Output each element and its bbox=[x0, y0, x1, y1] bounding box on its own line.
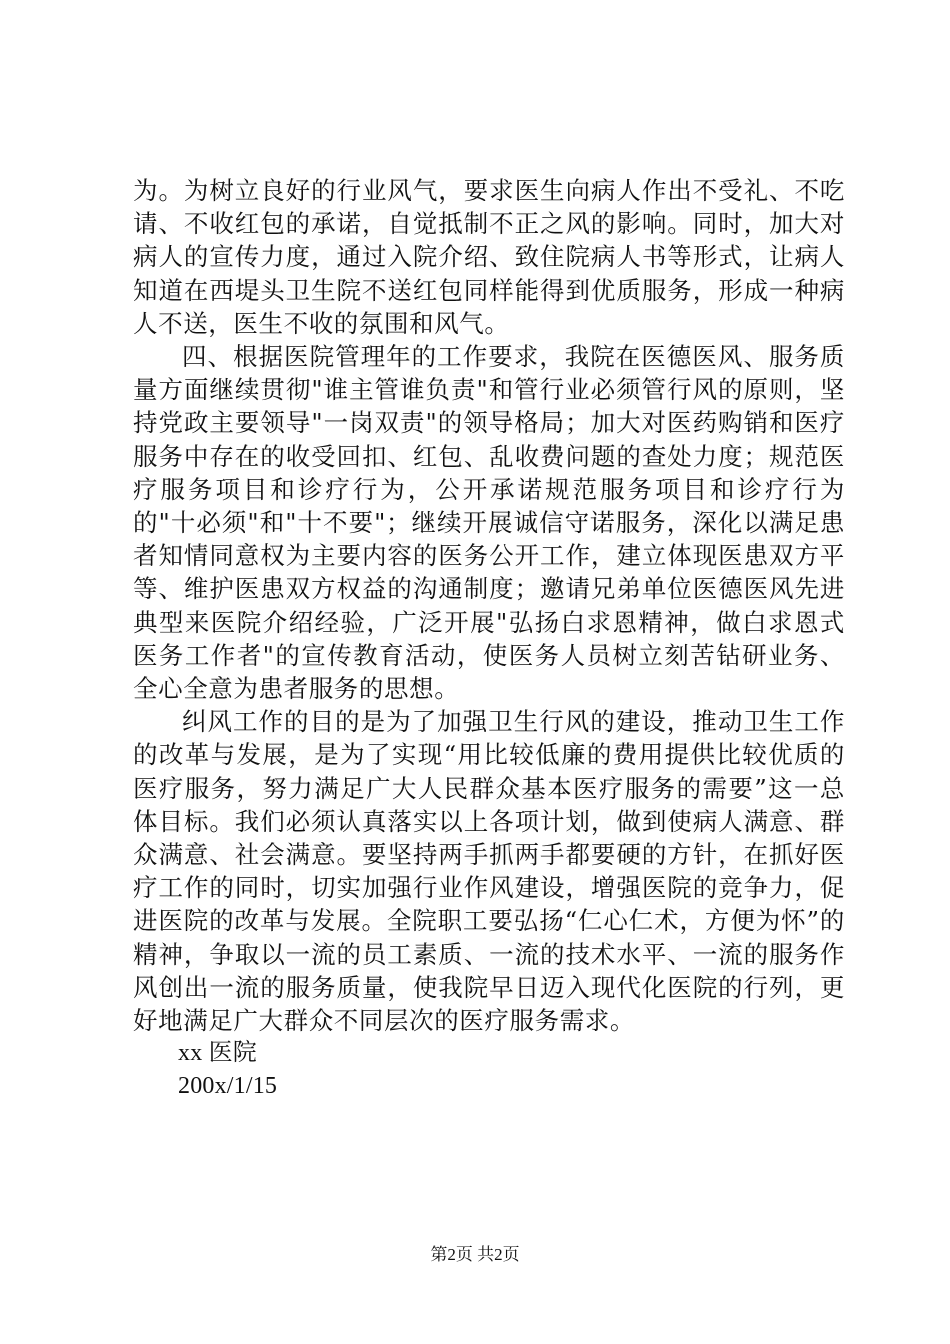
signature-org: xx 医院 bbox=[178, 1040, 257, 1067]
page-footer: 第2页 共2页 bbox=[430, 1245, 520, 1264]
document-body bbox=[133, 174, 845, 1104]
paragraph-purpose: 纠风工作的目的是为了加强卫生行风的建设，推动卫生工作的改革与发展，是为了实现“用比较低廉的费用提供比较优质的医疗服务，努力满足广大人民群众基本医疗服务的需要”这一总体目标。我们必须认真落实以上各项计划，做到使病人满意、群众满意、社会满意。要坚持两手抓两手都要硬的方针，在抓好医疗工作的同时，切实加强行业作风建设，增强医院的竞争力，促进医院的改革与发展。全院职工要弘扬“仁心仁术，方便为怀”的精神，争取以一流的员工素质、一流的技术水平、一流的服务作风创出一流的服务质量，使我院早日迈入现代化医院的行列，更好地满足广大群众不同层次的医疗服务需求。 bbox=[133, 707, 845, 1036]
paragraph-continued: 为。为树立良好的行业风气，要求医生向病人作出不受礼、不吃请、不收红包的承诺，自觉抵制不正之风的影响。同时，加大对病人的宣传力度，通过入院介绍、致住院病人书等形式，让病人知道在西堤头卫生院不送红包同样能得到优质服务，形成一种病人不送，医生不收的氛围和风气。 bbox=[133, 176, 845, 338]
paragraph-four: 四、根据医院管理年的工作要求，我院在医德医风、服务质量方面继续贯彻"谁主管谁负责"和管行业必须管行风的原则，坚持党政主要领导"一岗双责"的领导格局；加大对医药购销和医疗服务中存在的收受回扣、红包、乱收费问题的查处力度；规范医疗服务项目和诊疗行为，公开承诺规范服务项目和诊疗行为的"十必须"和"十不要"；继续开展诚信守诺服务，深化以满足患者知情同意权为主要内容的医务公开工作，建立体现医患双方平等、维护医患双方权益的沟通制度；邀请兄弟单位医德医风先进典型来医院介绍经验，广泛开展"弘扬白求恩精神，做白求恩式医务工作者"的宣传教育活动，使医务人员树立刻苦钻研业务、全心全意为患者服务的思想。 bbox=[133, 342, 845, 704]
signature-date: 200x/1/15 bbox=[178, 1073, 278, 1100]
